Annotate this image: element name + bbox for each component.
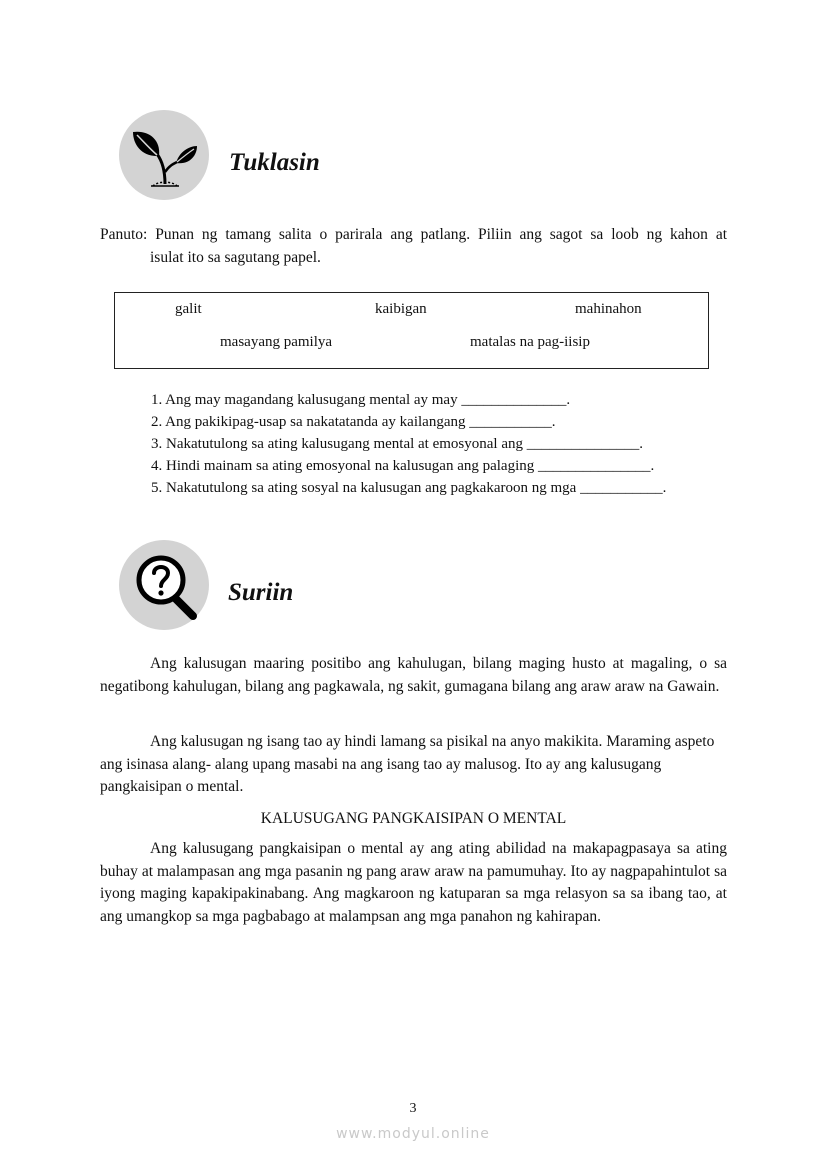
- directions-text-2: isulat ito sa sagutang papel.: [150, 248, 321, 266]
- question-item: 1. Ang may magandang kalusugang mental ay may ______________.: [151, 392, 571, 408]
- directions-label: Panuto:: [100, 226, 148, 243]
- question-item: 4. Hindi mainam sa ating emosyonal na kalusugan ang palaging _______________.: [151, 458, 655, 474]
- word-bank-item: galit: [175, 301, 202, 317]
- watermark: www.modyul.online: [336, 1126, 490, 1142]
- plant-icon: [119, 110, 209, 200]
- question-item: 5. Nakatutulong sa ating sosyal na kalusugan ang pagkakaroon ng mga ___________.: [151, 480, 667, 496]
- suriin-title: Suriin: [228, 579, 294, 606]
- word-bank-item: mahinahon: [575, 301, 642, 317]
- tuklasin-badge: [119, 110, 209, 200]
- suriin-badge: [119, 540, 209, 630]
- suriin-paragraph-3: Ang kalusugang pangkaisipan o mental ay ang ating abilidad na makapagpasaya sa ating buhay at malampasan ang mga pasanin ng pang araw araw na pamumuhay. Ito ay nagpapahintulot sa iyong maging kapakipakinabang. Ang magkaroon ng katuparan sa mga relasyon sa sa ibang tao, at ang umangkop sa mga pagbabago at malampsan ang mga panahon ng kahirapan.: [100, 840, 727, 925]
- suriin-paragraph-1: Ang kalusugan maaring positibo ang kahulugan, bilang maging husto at magaling, o sa negatibong kahulugan, bilang ang pagkawala, ng sakit, gumagana bilang ang araw araw na Gawain.: [100, 655, 727, 695]
- page-number: 3: [409, 1101, 417, 1116]
- word-bank-item: kaibigan: [375, 301, 427, 317]
- tuklasin-title: Tuklasin: [229, 149, 320, 176]
- question-list: [151, 389, 666, 499]
- question-item: 2. Ang pakikipag-usap sa nakatatanda ay kailangang ___________.: [151, 414, 556, 430]
- question-item: 3. Nakatutulong sa ating kalusugang mental at emosyonal ang _______________.: [151, 436, 643, 452]
- word-bank-item: masayang pamilya: [220, 334, 333, 350]
- word-bank-item: matalas na pag-iisip: [470, 334, 590, 350]
- word-bank-box: [114, 292, 709, 369]
- suriin-paragraph-2: Ang kalusugan ng isang tao ay hindi lamang sa pisikal na anyo makikita. Maraming aspeto ang isinasa alang- alang upang masabi na ang isang tao ay malusog. Ito ay ang kalusugang pangkaisipan o mental.: [100, 733, 715, 795]
- directions-text-1: Punan ng tamang salita o parirala ang patlang. Piliin ang sagot sa loob ng kahon at: [155, 226, 728, 243]
- directions: [100, 224, 727, 269]
- suriin-subheading: KALUSUGANG PANGKAISIPAN O MENTAL: [260, 810, 567, 827]
- magnifier-question-icon: [119, 540, 209, 630]
